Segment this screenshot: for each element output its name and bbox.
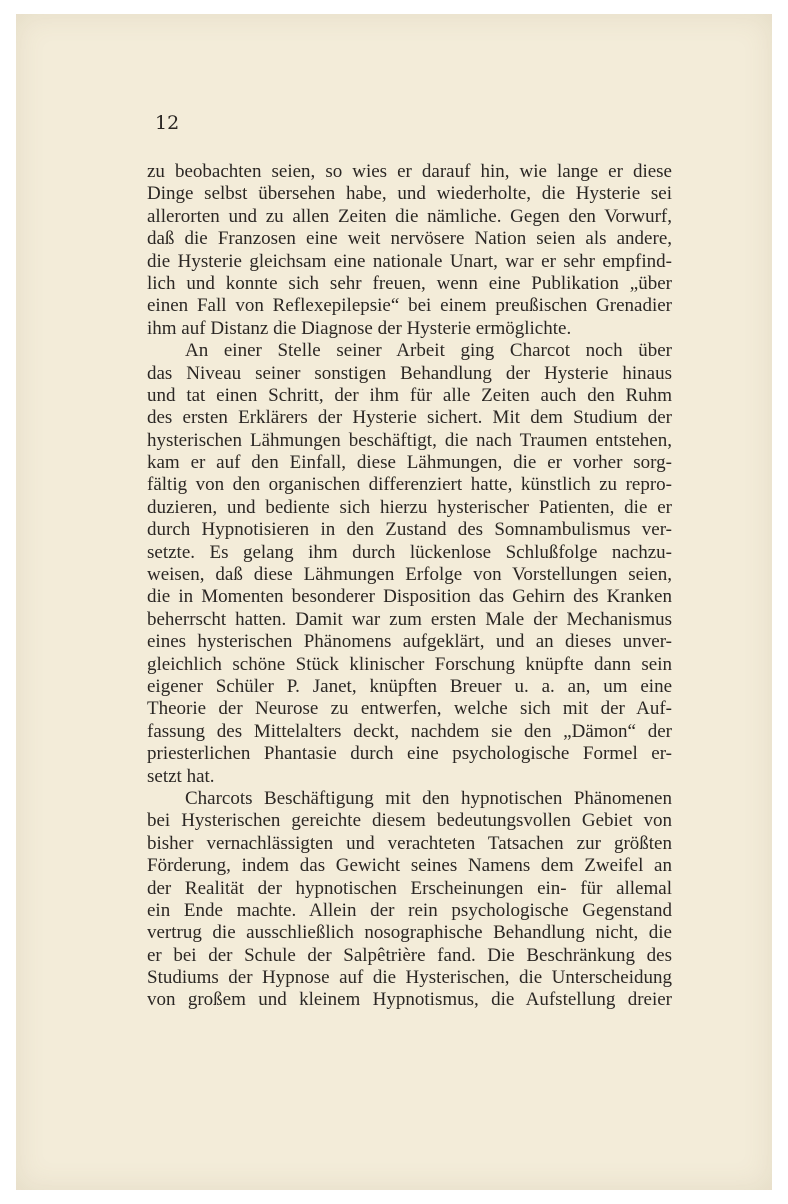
text-line: bisher vernachlässigten und verachteten Tatsachen zur größten bbox=[147, 832, 672, 854]
text-line: ein Ende machte. Allein der rein psychologische Gegenstand bbox=[147, 899, 672, 921]
text-line: von großem und kleinem Hypnotismus, die Aufstellung dreier bbox=[147, 989, 672, 1011]
book-page bbox=[16, 14, 772, 1190]
text-line: beherrscht hatten. Damit war zum ersten Male der Mechanismus bbox=[147, 608, 672, 630]
text-line: Dinge selbst übersehen habe, und wiederholte, die Hysterie sei bbox=[147, 183, 672, 205]
text-line: einen Fall von Reflexepilepsie“ bei einem preußischen Grenadier bbox=[147, 295, 672, 317]
text-line: kam er auf den Einfall, diese Lähmungen, die er vorher sorg- bbox=[147, 452, 672, 474]
text-line: weisen, daß diese Lähmungen Erfolge von Vorstellungen seien, bbox=[147, 564, 672, 586]
text-line: die Hysterie gleichsam eine nationale Unart, war er sehr empfind- bbox=[147, 250, 672, 272]
text-line: daß die Franzosen eine weit nervösere Nation seien als andere, bbox=[147, 228, 672, 250]
text-line: vertrug die ausschließlich nosographische Behandlung nicht, die bbox=[147, 922, 672, 944]
text-line: das Niveau seiner sonstigen Behandlung der Hysterie hinaus bbox=[147, 362, 672, 384]
text-line: eines hysterischen Phänomens aufgeklärt, und an dieses unver- bbox=[147, 631, 672, 653]
text-line: priesterlichen Phantasie durch eine psychologische Formel er- bbox=[147, 743, 672, 765]
text-line: er bei der Schule der Salpêtrière fand. Die Beschränkung des bbox=[147, 944, 672, 966]
text-line: lich und konnte sich sehr freuen, wenn eine Publikation „über bbox=[147, 272, 672, 294]
text-line: eigener Schüler P. Janet, knüpften Breuer u. a. an, um eine bbox=[147, 675, 672, 697]
paragraph-3 bbox=[147, 788, 672, 1012]
text-line: der Realität der hypnotischen Erscheinungen ein- für allemal bbox=[147, 877, 672, 899]
text-line: setzte. Es gelang ihm durch lückenlose Schlußfolge nachzu- bbox=[147, 541, 672, 563]
text-line: setzt hat. bbox=[147, 765, 215, 787]
page-number: 12 bbox=[155, 112, 180, 134]
text-line: Theorie der Neurose zu entwerfen, welche sich mit der Auf- bbox=[147, 698, 672, 720]
text-line: hysterischen Lähmungen beschäftigt, die nach Traumen entstehen, bbox=[147, 429, 672, 451]
paragraph-1 bbox=[147, 161, 672, 340]
text-line: und tat einen Schritt, der ihm für alle Zeiten auch den Ruhm bbox=[147, 384, 672, 406]
text-line: fältig von den organischen differenziert hatte, künstlich zu repro- bbox=[147, 474, 672, 496]
text-line: ihm auf Distanz die Diagnose der Hysterie ermöglichte. bbox=[147, 317, 572, 339]
text-line: des ersten Erklärers der Hysterie sichert. Mit dem Studium der bbox=[147, 407, 672, 429]
text-line: An einer Stelle seiner Arbeit ging Charcot noch über bbox=[185, 340, 672, 362]
text-line: Förderung, indem das Gewicht seines Namens dem Zweifel an bbox=[147, 855, 672, 877]
text-line: gleichlich schöne Stück klinischer Forschung knüpfte dann sein bbox=[147, 653, 672, 675]
text-line: bei Hysterischen gereichte diesem bedeutungsvollen Gebiet von bbox=[147, 810, 672, 832]
text-line: fassung des Mittelalters deckt, nachdem sie den „Dämon“ der bbox=[147, 720, 672, 742]
body-text bbox=[147, 161, 672, 1012]
text-line: durch Hypnotisieren in den Zustand des Somnambulismus ver- bbox=[147, 519, 672, 541]
paragraph-2 bbox=[147, 340, 672, 788]
text-line: die in Momenten besonderer Disposition das Gehirn des Kranken bbox=[147, 586, 672, 608]
text-line: Studiums der Hypnose auf die Hysterischen, die Unterscheidung bbox=[147, 967, 672, 989]
text-line: zu beobachten seien, so wies er darauf hin, wie lange er diese bbox=[147, 161, 672, 182]
text-line: duzieren, und bediente sich hierzu hysterischer Patienten, die er bbox=[147, 496, 672, 518]
text-line: allerorten und zu allen Zeiten die nämliche. Gegen den Vorwurf, bbox=[147, 205, 672, 227]
text-line: Charcots Beschäftigung mit den hypnotischen Phänomenen bbox=[185, 787, 672, 809]
